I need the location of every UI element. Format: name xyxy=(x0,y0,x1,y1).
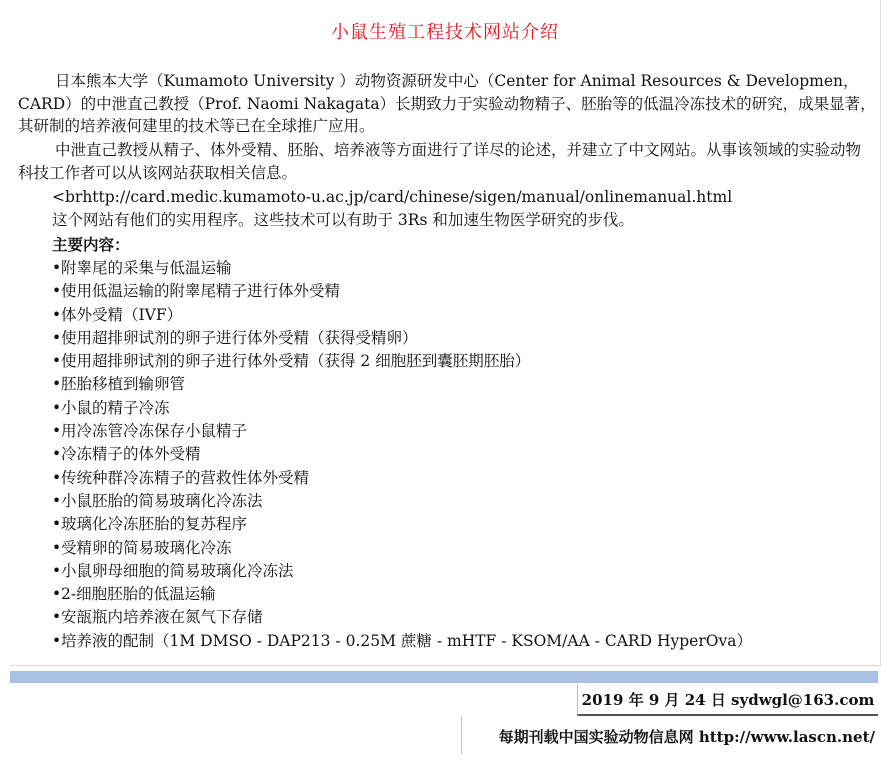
list-item xyxy=(52,467,752,490)
divider-bar xyxy=(10,671,878,683)
list-item xyxy=(52,606,752,629)
bullet-icon: • xyxy=(52,608,62,627)
list-item-text: 安瓿瓶内培养液在氮气下存储 xyxy=(61,608,263,627)
contents-list xyxy=(52,257,752,653)
bullet-icon: • xyxy=(52,515,62,534)
list-item-text: 体外受精（IVF） xyxy=(61,305,183,324)
list-item-text: 附睾尾的采集与低温运输 xyxy=(61,259,232,277)
list-item xyxy=(52,513,752,536)
bullet-icon: • xyxy=(52,538,62,557)
list-item-text: 2-细胞胚胎的低温运输 xyxy=(61,585,216,604)
list-item xyxy=(52,373,752,396)
list-item-text: 小鼠卵母细胞的简易玻璃化冷冻法 xyxy=(61,561,294,580)
website-link[interactable]: <brhttp://card.medic.kumamoto-u.ac.jp/card/chinese/sigen/manual/onlinemanual.html xyxy=(52,188,733,206)
list-item xyxy=(52,420,752,443)
list-item-text: 玻璃化冷冻胚胎的复苏程序 xyxy=(61,515,248,534)
list-item-text: 胚胎移植到输卵管 xyxy=(61,375,186,394)
list-item xyxy=(52,397,752,420)
list-item-text: 使用超排卵试剂的卵子进行体外受精（获得 2 细胞胚到囊胚期胚胎） xyxy=(61,352,531,371)
list-item xyxy=(52,304,752,327)
list-item xyxy=(52,327,752,350)
list-item xyxy=(52,280,752,303)
bullet-icon: • xyxy=(52,631,62,650)
list-item xyxy=(52,490,752,513)
intro-paragraph: 日本熊本大学（Kumamoto University ）动物资源研发中心（Center for Animal Resources & Developmen，CARD）的中泄直己教授（Prof. Naomi Nakagata）长期致力于实验动物精子、胚胎等的低温冷冻技术的研究，成果显著，其研制的培养液何建里的技术等已在全球推广应用。 xyxy=(18,72,876,135)
list-item-text: 培养液的配制（1M DMSO - DAP213 - 0.25M 蔗糖 - mHTF - KSOM/AA - CARD HyperOva） xyxy=(61,631,752,650)
list-item-text: 用冷冻管冷冻保存小鼠精子 xyxy=(61,422,248,441)
bullet-icon: • xyxy=(52,259,62,277)
list-item-text: 冷冻精子的体外受精 xyxy=(61,445,201,464)
list-item xyxy=(52,350,752,373)
list-item-text: 小鼠胚胎的简易玻璃化冷冻法 xyxy=(61,491,263,510)
list-item xyxy=(52,630,752,653)
bullet-icon: • xyxy=(52,422,62,441)
website-description: 这个网站有他们的实用程序。这些技术可以有助于 3Rs 和加速生物医学研究的步伐。 xyxy=(52,211,634,229)
contents-heading: 主要内容： xyxy=(52,235,130,254)
bullet-icon: • xyxy=(52,305,62,324)
bullet-icon: • xyxy=(52,491,62,510)
list-item-text: 传统种群冷冻精子的营救性体外受精 xyxy=(61,468,310,487)
list-item-text: 使用超排卵试剂的卵子进行体外受精（获得受精卵） xyxy=(61,328,418,347)
list-item-text: 受精卵的简易玻璃化冷冻 xyxy=(61,538,232,557)
page-title: 小鼠生殖工程技术网站介绍 xyxy=(331,22,559,43)
bullet-icon: • xyxy=(52,282,62,301)
list-item xyxy=(52,583,752,606)
bullet-icon: • xyxy=(52,352,62,371)
bullet-icon: • xyxy=(52,468,62,487)
bullet-icon: • xyxy=(52,375,62,394)
bullet-icon: • xyxy=(52,561,62,580)
bullet-icon: • xyxy=(52,445,62,464)
bullet-icon: • xyxy=(52,398,62,417)
list-item xyxy=(52,560,752,583)
summary-paragraph: 中泄直己教授从精子、体外受精、胚胎、培养液等方面进行了详尽的论述，并建立了中文网站。从事该领域的实验动物科技工作者可以从该网站获取相关信息。 xyxy=(18,141,862,182)
list-item-text: 小鼠的精子冷冻 xyxy=(61,398,170,417)
list-item xyxy=(52,443,752,466)
bullet-icon: • xyxy=(52,585,62,604)
bullet-icon: • xyxy=(52,328,62,347)
list-item xyxy=(52,537,752,560)
list-item-text: 使用低温运输的附睾尾精子进行体外受精 xyxy=(61,282,341,301)
list-item xyxy=(52,257,752,280)
footer-credit: 每期刊载中国实验动物信息网 http://www.lascn.net/ xyxy=(498,728,875,746)
footer-divider xyxy=(461,716,462,754)
date-email-line: 2019 年 9 月 24 日 sydwgl@163.com xyxy=(577,684,878,716)
